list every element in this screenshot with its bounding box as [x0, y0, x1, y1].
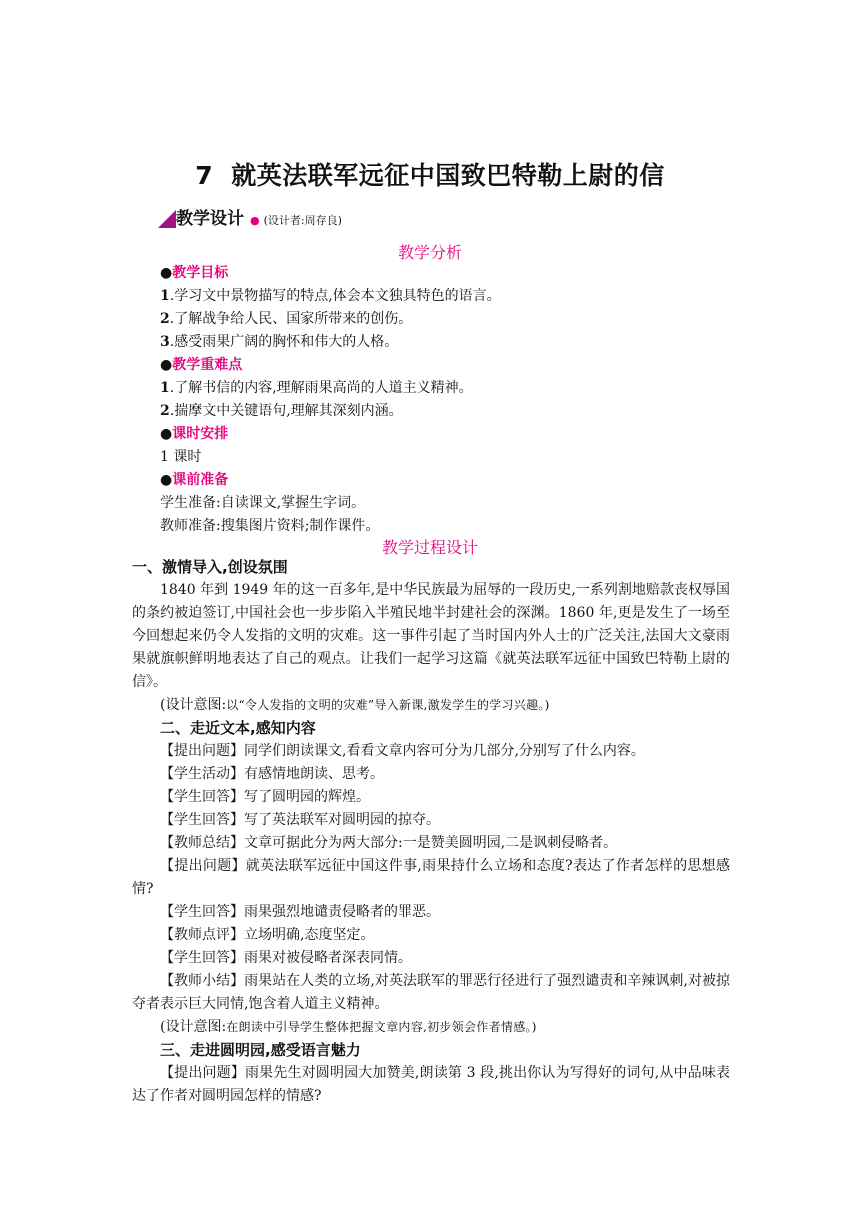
analysis-heading: 教学分析 [397, 243, 462, 262]
process-heading: 教学过程设计 [381, 538, 478, 557]
goals-label: 教学目标 [172, 265, 229, 281]
section-1-title: 一、激情导入,创设氛围 [132, 558, 288, 576]
teaching-design-header [158, 206, 342, 230]
section-2-title: 二、走近文本,感知内容 [160, 719, 316, 737]
dot-icon: ● [250, 214, 260, 227]
list-item: 2.了解战争给人民、国家所带来的创伤。 [160, 311, 413, 327]
prep-label: 课前准备 [172, 472, 229, 488]
list-item: 【教师总结】文章可据此分为两大部分:一是赞美圆明园,二是讽刺侵略者。 [160, 835, 618, 851]
list-item: 【学生回答】雨果强烈地谴责侵略者的罪恶。 [160, 904, 440, 920]
section-1-intent: (设计意图:以“令人发指的文明的灾难”导入新课,激发学生的学习兴趣。) [160, 697, 550, 713]
triangle-marker-icon [158, 210, 176, 228]
bullet-icon: ● [160, 472, 173, 488]
lesson-number: 7 [195, 161, 214, 190]
list-item: 【学生回答】雨果对被侵略者深表同情。 [160, 950, 412, 966]
bullet-icon: ● [160, 265, 173, 281]
designer-credit: (设计者:周存良) [263, 214, 342, 227]
hours-value: 1 课时 [160, 449, 202, 465]
bullet-icon: ● [160, 426, 173, 442]
analysis-section [160, 262, 730, 538]
section-2-intent: (设计意图:在朗读中引导学生整体把握文章内容,初步领会作者情感。) [160, 1019, 537, 1035]
hours-label: 课时安排 [172, 426, 229, 442]
list-item: 【提出问题】雨果先生对圆明园大加赞美,朗读第 3 段,挑出你认为写得好的词句,从中品味表达了作者对圆明园怎样的情感? [132, 1065, 730, 1104]
process-section [132, 556, 730, 1108]
list-item: 【提出问题】同学们朗读课文,看看文章内容可分为几部分,分别写了什么内容。 [160, 743, 645, 759]
list-item: 教师准备:搜集图片资料;制作课件。 [160, 518, 380, 534]
list-item: 【教师小结】雨果站在人类的立场,对英法联军的罪恶行径进行了强烈谴责和辛辣讽刺,对被掠夺者表示巨大同情,饱含着人道主义精神。 [132, 973, 730, 1012]
list-item: 1.了解书信的内容,理解雨果高尚的人道主义精神。 [160, 380, 473, 396]
list-item: 【教师点评】立场明确,态度坚定。 [160, 927, 375, 943]
list-item: 3.感受雨果广阔的胸怀和伟大的人格。 [160, 334, 399, 350]
list-item: 【提出问题】就英法联军远征中国这件事,雨果持什么立场和态度?表达了作者怎样的思想感情? [132, 858, 730, 897]
list-item: 1.学习文中景物描写的特点,体会本文独具特色的语言。 [160, 288, 501, 304]
section-3-title: 三、走进圆明园,感受语言魅力 [160, 1041, 361, 1059]
lesson-title-text: 就英法联军远征中国致巴特勒上尉的信 [231, 161, 665, 190]
section-1-paragraph: 1840 年到 1949 年的这一百多年,是中华民族最为屈辱的一段历史,一系列割地赔款丧权辱国的条约被迫签订,中国社会也一步步陷入半殖民地半封建社会的深渊。1860 年,更是发生了一场至今回想起来仍令人发指的文明的灾难。这一事件引起了当时国内外人士的广泛关注,法国大文豪雨果就旗帜鲜明地表达了自己的观点。让我们一起学习这篇《就英法联军远征中国致巴特勒上尉的信》。 [132, 582, 730, 690]
bullet-icon: ● [160, 357, 173, 373]
list-item: 学生准备:自读课文,掌握生字词。 [160, 495, 366, 511]
list-item: 2.揣摩文中关键语句,理解其深刻内涵。 [160, 403, 403, 419]
teaching-design-label: 教学设计 [176, 209, 244, 229]
list-item: 【学生回答】写了英法联军对圆明园的掠夺。 [160, 812, 440, 828]
key-points-label: 教学重难点 [172, 357, 243, 373]
list-item: 【学生活动】有感情地朗读、思考。 [160, 766, 384, 782]
lesson-title [0, 156, 860, 192]
list-item: 【学生回答】写了圆明园的辉煌。 [160, 789, 370, 805]
